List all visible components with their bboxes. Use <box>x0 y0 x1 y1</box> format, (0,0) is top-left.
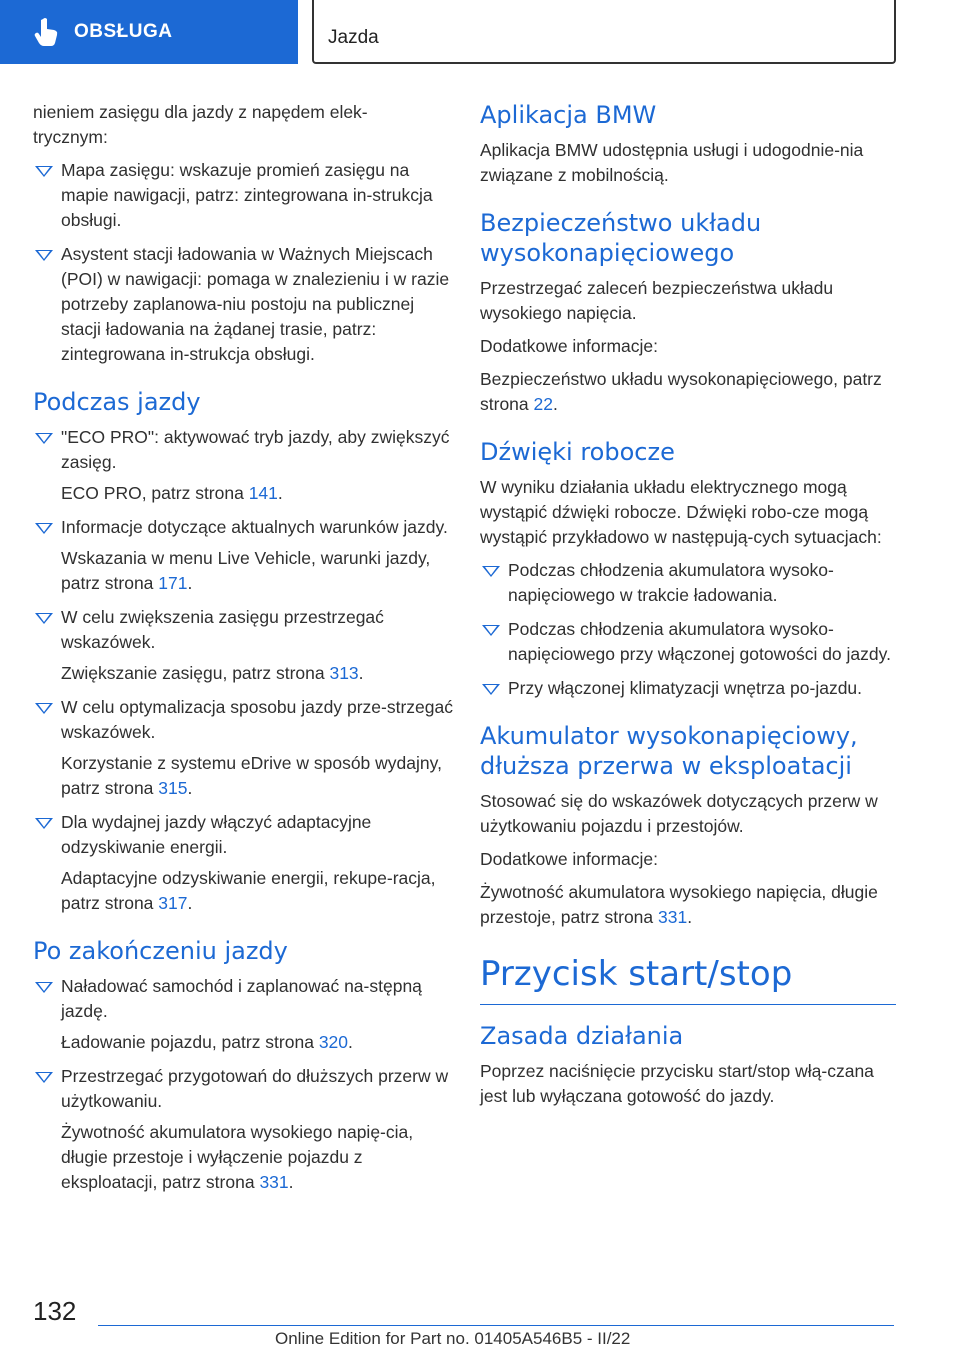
bullet-triangle-icon <box>35 703 53 714</box>
left-column <box>33 100 453 1204</box>
heading-przycisk-start-stop: Przycisk start/stop <box>480 954 793 994</box>
cross-reference: Korzystanie z systemu eDrive w sposób wydajny, patrz strona 315. <box>61 753 442 798</box>
bullet-triangle-icon <box>35 523 53 534</box>
page-link[interactable]: 320 <box>318 1032 349 1052</box>
heading-aplikacja-bmw: Aplikacja BMW <box>480 101 657 129</box>
paragraph: Aplikacja BMW udostępnia usługi i udogodnie-nia związane z mobilnością. <box>480 140 864 185</box>
paragraph: Stosować się do wskazówek dotyczących przerw w użytkowaniu pojazdu i przestojów. <box>480 791 878 836</box>
cross-reference: Wskazania w menu Live Vehicle, warunki jazdy, patrz strona 171. <box>61 548 431 593</box>
bullet-triangle-icon <box>35 166 53 177</box>
list-item <box>33 974 453 1055</box>
heading-dzwieki-robocze: Dźwięki robocze <box>480 438 675 466</box>
list-item-text: W celu optymalizacja sposobu jazdy prze-strzegać wskazówek. <box>61 697 453 742</box>
paragraph: Dodatkowe informacje: <box>480 849 658 869</box>
cross-reference: Zwiększanie zasięgu, patrz strona 313. <box>61 663 364 683</box>
list-item <box>33 1064 453 1195</box>
cross-reference: ECO PRO, patrz strona 141. <box>61 483 283 503</box>
list-item <box>33 158 453 233</box>
chapter-title: Jazda <box>328 27 379 48</box>
paragraph: Poprzez naciśnięcie przycisku start/stop włą-czana jest lub wyłączana gotowość do jazdy. <box>480 1061 874 1106</box>
cross-reference: Żywotność akumulatora wysokiego napięcia, długie przestoje, patrz strona 331. <box>480 882 878 927</box>
bullet-triangle-icon <box>35 1072 53 1083</box>
range-features-list <box>33 158 453 367</box>
intro-paragraph: nieniem zasięgu dla jazdy z napędem elek- trycznym: <box>33 102 368 147</box>
page-header <box>0 0 960 66</box>
cross-reference: Ładowanie pojazdu, patrz strona 320. <box>61 1032 353 1052</box>
page-link[interactable]: 315 <box>158 778 188 798</box>
bullet-triangle-icon <box>35 250 53 261</box>
list-item-text: Asystent stacji ładowania w Ważnych Miejscach (POI) w nawigacji: pomaga w znalezieniu i w razie potrzeby zaplanowa-niu postoju na publicznej stacji ładowania na żądanej trasie, patrz: zintegrowana in-strukcja obsługi. <box>61 244 450 364</box>
list-item-text: Informacje dotyczące aktualnych warunków jazdy. <box>61 517 448 537</box>
bullet-triangle-icon <box>482 684 500 695</box>
list-item <box>33 695 453 801</box>
section-tab[interactable] <box>0 0 298 64</box>
list-item-text: "ECO PRO": aktywować tryb jazdy, aby zwiększyć zasięg. <box>61 427 450 472</box>
list-item <box>480 676 896 701</box>
heading-rule <box>480 1004 896 1005</box>
list-item-text: Przy włączonej klimatyzacji wnętrza po-jazdu. <box>508 678 863 698</box>
list-item-text: Dla wydajnej jazdy włączyć adaptacyjne odzyskiwanie energii. <box>61 812 372 857</box>
list-item-text: Podczas chłodzenia akumulatora wysoko-napięciowego przy włączonej gotowości do jazdy. <box>508 619 891 664</box>
list-item <box>33 425 453 506</box>
driving-tips-list <box>33 425 453 916</box>
section-tab-label: OBSŁUGA <box>74 21 173 42</box>
cross-reference: Adaptacyjne odzyskiwanie energii, rekupe-racja, patrz strona 317. <box>61 868 436 913</box>
heading-podczas-jazdy: Podczas jazdy <box>33 388 201 416</box>
list-item <box>33 515 453 596</box>
page-link[interactable]: 141 <box>248 483 278 503</box>
operating-sounds-list <box>480 558 896 701</box>
list-item-text: Przestrzegać przygotowań do dłuższych przerw w użytkowaniu. <box>61 1066 449 1111</box>
heading-zasada-dzialania: Zasada działania <box>480 1022 684 1050</box>
page-link[interactable]: 317 <box>158 893 188 913</box>
bullet-triangle-icon <box>482 625 500 636</box>
chapter-title-box <box>312 0 896 64</box>
list-item-text: Podczas chłodzenia akumulatora wysoko-napięciowego w trakcie ładowania. <box>508 560 834 605</box>
after-driving-list <box>33 974 453 1195</box>
right-column <box>480 100 896 1117</box>
heading-bezpieczenstwo: Bezpieczeństwo układu wysokonapięciowego <box>480 209 762 267</box>
list-item <box>33 810 453 916</box>
list-item <box>33 242 453 367</box>
bullet-triangle-icon <box>35 818 53 829</box>
bullet-triangle-icon <box>482 566 500 577</box>
cross-reference: Żywotność akumulatora wysokiego napię-cia, długie przestoje i wyłączenie pojazdu z eksploatacji, patrz strona 331. <box>61 1122 414 1192</box>
page-link[interactable]: 331 <box>259 1172 289 1192</box>
page-link[interactable]: 22 <box>533 394 553 414</box>
list-item <box>480 617 896 667</box>
bullet-triangle-icon <box>35 982 53 993</box>
cross-reference: Bezpieczeństwo układu wysokonapięciowego, patrz strona 22. <box>480 369 882 414</box>
paragraph: W wyniku działania układu elektrycznego mogą wystąpić dźwięki robocze. Dźwięki robo-cze mogą wystąpić przykładowo w następują-cych sytuacjach: <box>480 477 882 547</box>
heading-akumulator: Akumulator wysokonapięciowy, dłuższa przerwa w eksploatacji <box>480 722 858 780</box>
list-item <box>33 605 453 686</box>
footer-edition: Online Edition for Part no. 01405A546B5 - II/22 <box>275 1329 631 1348</box>
footer-rule <box>98 1325 894 1326</box>
paragraph: Dodatkowe informacje: <box>480 336 658 356</box>
page-link[interactable]: 313 <box>329 663 359 683</box>
page-link[interactable]: 331 <box>658 907 688 927</box>
list-item <box>480 558 896 608</box>
bullet-triangle-icon <box>35 613 53 624</box>
bullet-triangle-icon <box>35 433 53 444</box>
heading-po-zakonczeniu-jazdy: Po zakończeniu jazdy <box>33 937 288 965</box>
list-item-text: W celu zwiększenia zasięgu przestrzegać wskazówek. <box>61 607 384 652</box>
paragraph: Przestrzegać zaleceń bezpieczeństwa układu wysokiego napięcia. <box>480 278 834 323</box>
page-link[interactable]: 171 <box>158 573 188 593</box>
hand-pointer-icon <box>34 17 60 47</box>
page-number: 132 <box>33 1296 77 1326</box>
list-item-text: Mapa zasięgu: wskazuje promień zasięgu na mapie nawigacji, patrz: zintegrowana in-strukcja obsługi. <box>61 160 433 230</box>
list-item-text: Naładować samochód i zaplanować na-stępną jazdę. <box>61 976 422 1021</box>
